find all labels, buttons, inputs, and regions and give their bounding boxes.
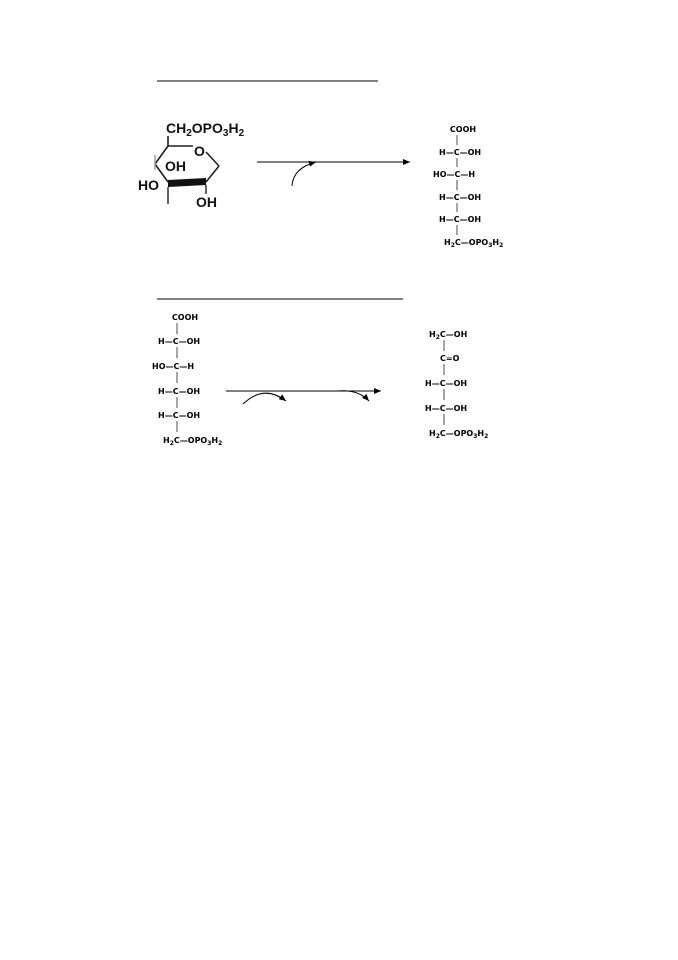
product-1-row-1: H—C—OH [439, 148, 482, 157]
reaction-2-cofactor-arrow-2 [337, 391, 369, 401]
substrate-2-row-1: H—C—OH [158, 337, 201, 346]
substrate-2-fischer [152, 313, 222, 447]
ring-oxygen: O [194, 143, 205, 159]
substrate-2-row-3: H—C—OH [158, 387, 201, 396]
substrate-2-top: COOH [171, 313, 199, 322]
substrate-2-row-2: HO—C—H [152, 362, 195, 371]
reaction-1-cofactor-arrow [292, 162, 316, 186]
product-1-row-2: HO—C—H [433, 170, 476, 179]
product-1-row-4: H—C—OH [439, 215, 482, 224]
product-2-top: $H_2C—OH$ [429, 330, 468, 341]
substrate-2-bottom: $H_2C—OPO_3H_2$ [163, 436, 223, 447]
product-2-row-3: H—C—OH [425, 404, 468, 413]
product-2-row-1: C=O [440, 354, 460, 363]
ring-oh-bottom: OH [196, 194, 217, 210]
product-1-fischer [433, 125, 503, 249]
substrate-2-row-4: H—C—OH [158, 411, 201, 420]
reaction-2-cofactor-arrow-1 [243, 393, 286, 404]
substrate-1-ring-structure [138, 120, 245, 210]
ring-oh-left: HO [138, 177, 159, 193]
product-2-bottom: $H_2C—OPO_3H_2$ [429, 429, 489, 440]
product-1-top: COOH [449, 125, 477, 134]
substrate-1-top-group: $CH_2OPO_3H_2$ [166, 120, 245, 139]
product-2-row-2: H—C—OH [425, 379, 468, 388]
ring-oh-upper: OH [165, 158, 186, 174]
product-1-bottom: $H_2C—OPO_3H_2$ [444, 238, 504, 249]
product-1-row-3: H—C—OH [439, 193, 482, 202]
product-2-fischer [425, 330, 488, 440]
